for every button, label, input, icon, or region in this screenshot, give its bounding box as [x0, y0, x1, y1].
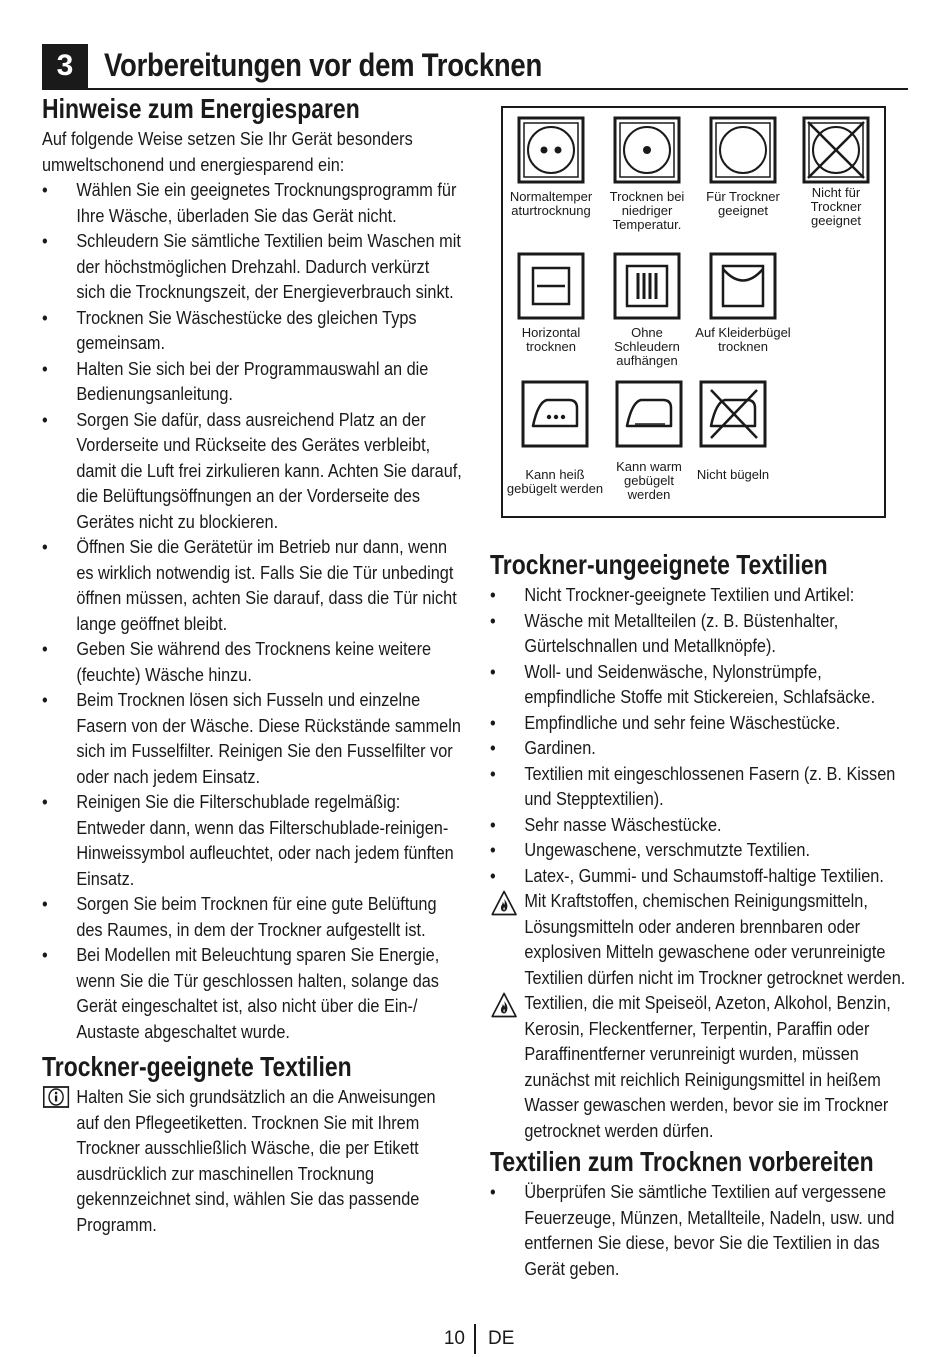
symbol-label: Nicht für Trockner geeignet [810, 185, 862, 228]
unsuitable-section [490, 582, 910, 1143]
list-item: • Sehr nasse Wäschestücke. [490, 812, 910, 838]
low-temperature-dry-icon [613, 116, 681, 184]
care-symbols-box [501, 106, 886, 518]
list-item: • Empfindliche und sehr feine Wäschestücke. [490, 710, 910, 736]
symbol-no-iron [691, 380, 775, 482]
page-language: DE [488, 1328, 515, 1349]
list-item: • Beim Trocknen lösen sich Fusseln und einzelne Fasern von der Wäsche. Diese Rückstände sammeln sich im Fusselfilter. Reinigen Sie den Fusselfilter vor oder nach jedem Einsatz. [42, 687, 462, 789]
drip-dry-icon [613, 252, 681, 320]
symbol-drip-dry [599, 252, 695, 368]
list-item: • Gardinen. [490, 735, 910, 761]
symbol-label: Für Trockner geeignet [706, 189, 780, 218]
normal-temperature-dry-icon [517, 116, 585, 184]
symbol-hanger-dry [695, 252, 791, 354]
warning-item [490, 990, 910, 1143]
chapter-title: Vorbereitungen vor dem Trocknen [104, 47, 543, 83]
fire-warning-icon [491, 992, 517, 1018]
list-item: • Bei Modellen mit Beleuchtung sparen Sie Energie, wenn Sie die Tür geschlossen halten, solange das Gerät eingeschaltet ist, also nicht über die Ein-/ Austaste abgeschaltet wurde. [42, 942, 462, 1044]
list-item: • Reinigen Sie die Filterschublade regelmäßig: Entweder dann, wenn das Filterschublade-reinigen-Hinweissymbol aufleuchtet, oder nach jedem fünften Einsatz. [42, 789, 462, 891]
info-note-text: Halten Sie sich grundsätzlich an die Anweisungen auf den Pflegeetiketten. Trocknen Sie mit Ihrem Trockner ausschließlich Wäsche, die per Etikett ausdrücklich zur maschinellen Trocknung gekennzeichnet sind, wählen Sie das passende Programm. [76, 1086, 436, 1235]
warning-text: Textilien, die mit Speiseöl, Azeton, Alkohol, Benzin, Kerosin, Fleckentferner, Terpentin, Paraffin oder Paraffinentferner verunreinigt wurden, müssen zunächst mit reichlich Reinigungsmittel in heißem Wasser gewaschen werden, bevor sie im Trockner getrocknet werden dürfen. [524, 992, 891, 1141]
list-item: • Sorgen Sie beim Trocknen für eine gute Belüftung des Raumes, in dem der Trockner aufgestellt ist. [42, 891, 462, 942]
energy-intro: Auf folgende Weise setzen Sie Ihr Gerät besonders umweltschonend und energiesparend ein: [42, 128, 413, 175]
left-column [42, 92, 462, 1237]
prepare-section [490, 1179, 910, 1281]
dry-flat-icon [517, 252, 585, 320]
unsuitable-list [490, 582, 910, 1143]
list-item: • Halten Sie sich bei der Programmauswahl an die Bedienungsanleitung. [42, 356, 462, 407]
chapter-number: 3 [42, 44, 88, 88]
iron-hot-icon [521, 380, 589, 448]
symbol-iron-warm [607, 380, 691, 502]
right-column [490, 548, 910, 1281]
unsuitable-heading: Trockner-ungeeignete Textilien [490, 549, 828, 580]
symbol-low-temperature [599, 116, 695, 232]
symbol-normal-temperature [503, 116, 599, 218]
list-item: • Latex-, Gummi- und Schaumstoff-haltige Textilien. [490, 863, 910, 889]
list-item: • Nicht Trockner-geeignete Textilien und Artikel: [490, 582, 910, 608]
page-number: 10 [443, 1328, 465, 1349]
symbol-iron-hot [503, 380, 607, 496]
suitable-section [42, 1084, 462, 1237]
list-item: • Wäsche mit Metallteilen (z. B. Büstenhalter, Gürtelschnallen und Metallknöpfe). [490, 608, 910, 659]
warning-text: Mit Kraftstoffen, chemischen Reinigungsmitteln, Lösungsmitteln oder anderen brennbaren oder explosiven Mitteln gewaschene oder verunreinigte Textilien dürfen nicht im Trockner getrocknet werden. [524, 890, 906, 988]
footer-divider [474, 1324, 476, 1354]
symbol-dry-flat [503, 252, 599, 354]
symbol-label: Horizontal trocknen [521, 325, 581, 354]
symbol-label: Ohne Schleudern aufhängen [614, 325, 680, 368]
list-item: • Wählen Sie ein geeignetes Trocknungsprogramm für Ihre Wäsche, überladen Sie das Gerät nicht. [42, 177, 462, 228]
iron-warm-icon [615, 380, 683, 448]
energy-list [42, 177, 462, 1044]
tumble-dry-suitable-icon [709, 116, 777, 184]
list-item: • Woll- und Seidenwäsche, Nylonstrümpfe, empfindliche Stoffe mit Stickereien, Schlafsäcke. [490, 659, 910, 710]
symbol-tumble-dry [695, 116, 791, 218]
energy-heading: Hinweise zum Energiesparen [42, 93, 360, 124]
list-item: • Ungewaschene, verschmutzte Textilien. [490, 837, 910, 863]
list-item: • Sorgen Sie dafür, dass ausreichend Platz an der Vorderseite und Rückseite des Gerätes verbleibt, damit die Luft frei zirkulieren kann. Achten Sie darauf, die Belüftungsöffnungen an der Vorderseite des Gerätes nicht zu blockieren. [42, 407, 462, 535]
do-not-iron-icon [699, 380, 767, 448]
info-note [42, 1084, 462, 1237]
list-item: • Trocknen Sie Wäschestücke des gleichen Typs gemeinsam. [42, 305, 462, 356]
list-item: • Schleudern Sie sämtliche Textilien beim Waschen mit der höchstmöglichen Drehzahl. Dadurch verkürzt sich die Trocknungszeit, der Energieverbrauch sinkt. [42, 228, 462, 305]
suitable-heading: Trockner-geeignete Textilien [42, 1051, 352, 1082]
symbol-label: Trocknen bei niedriger Temperatur. [609, 189, 685, 232]
prepare-list [490, 1179, 910, 1281]
fire-warning-icon [491, 890, 517, 916]
do-not-tumble-dry-icon [802, 116, 870, 184]
symbol-label: Normaltemper aturtrocknung [509, 189, 593, 218]
symbol-label: Auf Kleiderbügel trocknen [695, 325, 791, 354]
symbol-no-tumble-dry [791, 116, 881, 228]
list-item: • Überprüfen Sie sämtliche Textilien auf vergessene Feuerzeuge, Münzen, Metallteile, Nadeln, usw. und entfernen Sie diese, bevor Sie die Textilien in das Gerät geben. [490, 1179, 910, 1281]
chapter-header [42, 42, 908, 90]
list-item: • Geben Sie während des Trocknens keine weitere (feuchte) Wäsche hinzu. [42, 636, 462, 687]
symbol-label: Kann warm gebügelt werden [616, 459, 682, 502]
energy-section [42, 126, 462, 1044]
symbol-label: Nicht bügeln [696, 467, 770, 482]
list-item: • Textilien mit eingeschlossenen Fasern (z. B. Kissen und Stepptextilien). [490, 761, 910, 812]
symbol-label: Kann heiß gebügelt werden [506, 467, 604, 496]
prepare-heading: Textilien zum Trocknen vorbereiten [490, 1146, 874, 1177]
info-icon [43, 1086, 69, 1108]
list-item: • Öffnen Sie die Gerätetür im Betrieb nur dann, wenn es wirklich notwendig ist. Falls Sie die Tür unbedingt öffnen müssen, achten Sie darauf, dass die Tür nicht lange geöffnet bleibt. [42, 534, 462, 636]
line-dry-hanger-icon [709, 252, 777, 320]
warning-item [490, 888, 910, 990]
